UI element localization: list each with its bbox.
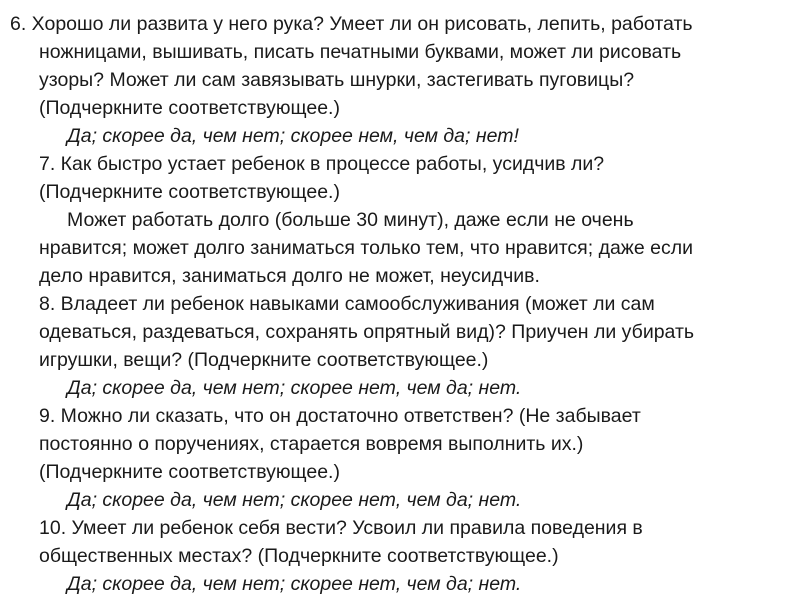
question-7-line-1: 7. Как быстро устает ребенок в процессе работы, усидчив ли? [39,153,605,175]
question-9-line-2: постоянно о поручениях, старается вовремя выполнить их.) [39,433,584,455]
question-8-line-3: игрушки, вещи? (Подчеркните соответствующее.) [39,349,489,371]
question-10-line-1: 10. Умеет ли ребенок себя вести? Усвоил ли правила поведения в [39,517,643,539]
question-7-option-line-3: дело нравится, заниматься долго не может, неусидчив. [39,265,540,287]
question-7-option-line-1: Может работать долго (больше 30 минут), даже если не очень [67,209,634,231]
question-9-line-3: (Подчеркните соответствующее.) [39,461,340,483]
questionnaire-text [10,10,790,598]
question-10-answer-options: Да; скорее да, чем нет; скорее нет, чем да; нет. [67,573,522,595]
question-9-answer-options: Да; скорее да, чем нет; скорее нет, чем да; нет. [67,489,522,511]
question-7-line-2: (Подчеркните соответствующее.) [39,181,340,203]
question-9-line-1: 9. Можно ли сказать, что он достаточно ответствен? (Не забывает [39,405,641,427]
question-8-line-1: 8. Владеет ли ребенок навыками самообслуживания (может ли сам [39,293,655,315]
question-8-answer-options: Да; скорее да, чем нет; скорее нет, чем да; нет. [67,377,522,399]
question-6-answer-options: Да; скорее да, чем нет; скорее нем, чем да; нет! [67,125,519,147]
question-6-line-3: узоры? Может ли сам завязывать шнурки, застегивать пуговицы? [39,69,635,91]
question-10-line-2: общественных местах? (Подчеркните соответствующее.) [39,545,559,567]
question-8-line-2: одеваться, раздеваться, сохранять опрятный вид)? Приучен ли убирать [39,321,695,343]
question-6-line-4: (Подчеркните соответствующее.) [39,97,340,119]
question-6-line-2: ножницами, вышивать, писать печатными буквами, может ли рисовать [39,41,682,63]
question-6-line-1: 6. Хорошо ли развита у него рука? Умеет ли он рисовать, лепить, работать [10,13,693,35]
question-7-option-line-2: нравится; может долго заниматься только тем, что нравится; даже если [39,237,693,259]
